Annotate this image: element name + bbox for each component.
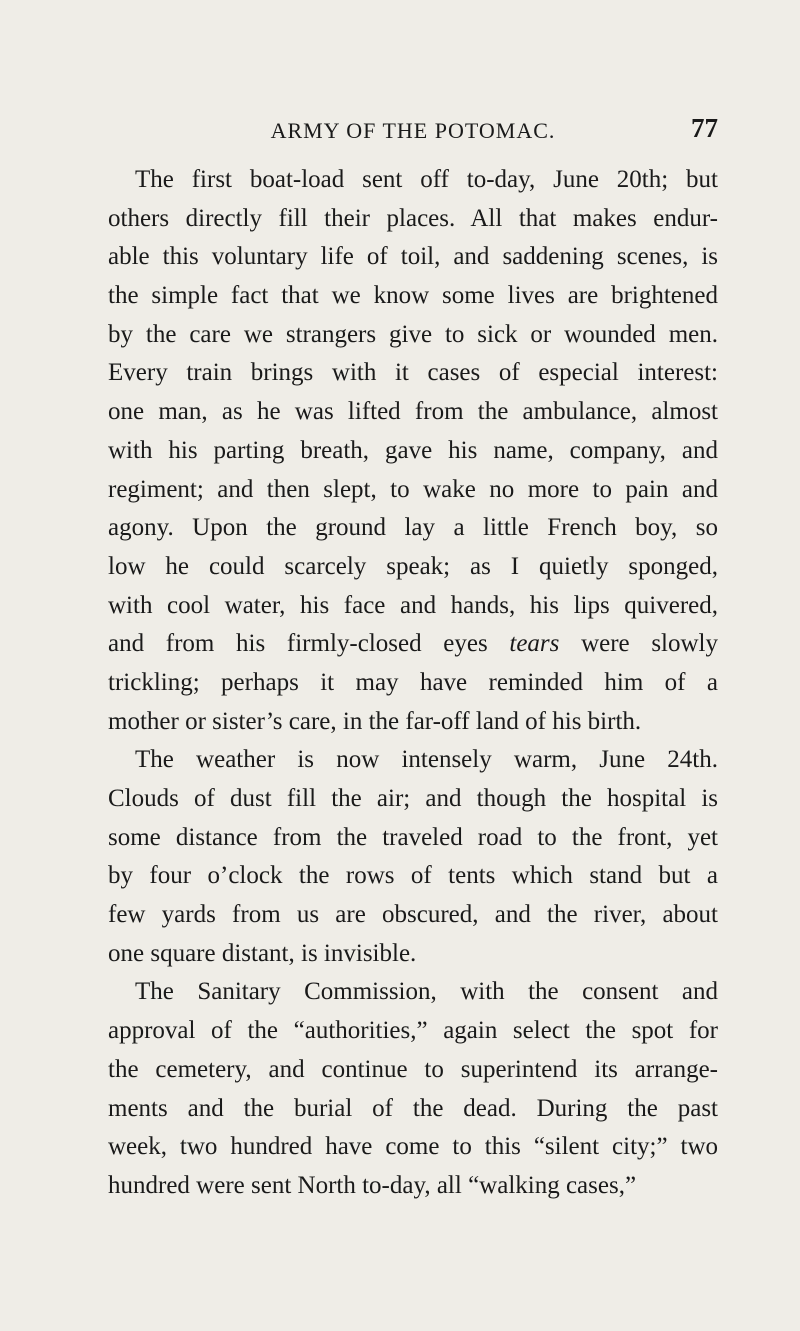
- text-line: with his parting breath, gave his name, company, and: [108, 436, 718, 464]
- text-line: The first boat-load sent off to-day, June 20th; but: [135, 166, 718, 193]
- text-line: Clouds of dust fill the air; and though the hospital is: [108, 785, 718, 812]
- page-number: 77: [691, 113, 718, 143]
- text-line: trickling; perhaps it may have reminded him of a: [108, 668, 718, 696]
- text-line: hundred were sent North to-day, all “walking cases,”: [108, 1171, 637, 1199]
- body-text: [108, 161, 718, 1206]
- text-line: by the care we strangers give to sick or wounded men.: [108, 320, 718, 348]
- text-line: regiment; and then slept, to wake no more to pain and: [108, 475, 718, 503]
- text-line: approval of the “authorities,” again select the spot for: [108, 1017, 718, 1045]
- text-line: The Sanitary Commission, with the consent and: [135, 978, 718, 1006]
- text-line: able this voluntary life of toil, and saddening scenes, is: [108, 243, 718, 271]
- text-line: low he could scarcely speak; as I quietly sponged,: [108, 552, 718, 580]
- text-line: agony. Upon the ground lay a little French boy, so: [108, 514, 718, 542]
- text-line: the cemetery, and continue to superintend its arrange-: [108, 1055, 718, 1083]
- text-line: The weather is now intensely warm, June 24th.: [135, 746, 718, 774]
- text-line: ments and the burial of the dead. During the past: [108, 1094, 718, 1122]
- text-line: and from his firmly-closed eyes tears were slowly: [108, 630, 719, 658]
- text-line: by four o’clock the rows of tents which stand but a: [108, 862, 718, 890]
- text-line: the simple fact that we know some lives are brightened: [108, 282, 718, 310]
- text-line: one man, as he was lifted from the ambulance, almost: [108, 398, 718, 426]
- text-line: week, two hundred have come to this “silent city;” two: [108, 1133, 718, 1161]
- text-line: few yards from us are obscured, and the river, about: [108, 901, 718, 929]
- text-line: some distance from the traveled road to the front, yet: [108, 823, 718, 851]
- text-line: mother or sister’s care, in the far-off land of his birth.: [108, 707, 642, 735]
- running-title: ARMY OF THE POTOMAC.: [270, 118, 556, 143]
- text-line: Every train brings with it cases of especial interest:: [108, 359, 718, 387]
- text-line: with cool water, his face and hands, his lips quivered,: [108, 591, 718, 619]
- text-line: others directly fill their places. All that makes endur-: [108, 204, 718, 232]
- text-line: one square distant, is invisible.: [108, 939, 417, 967]
- running-head: [108, 113, 718, 146]
